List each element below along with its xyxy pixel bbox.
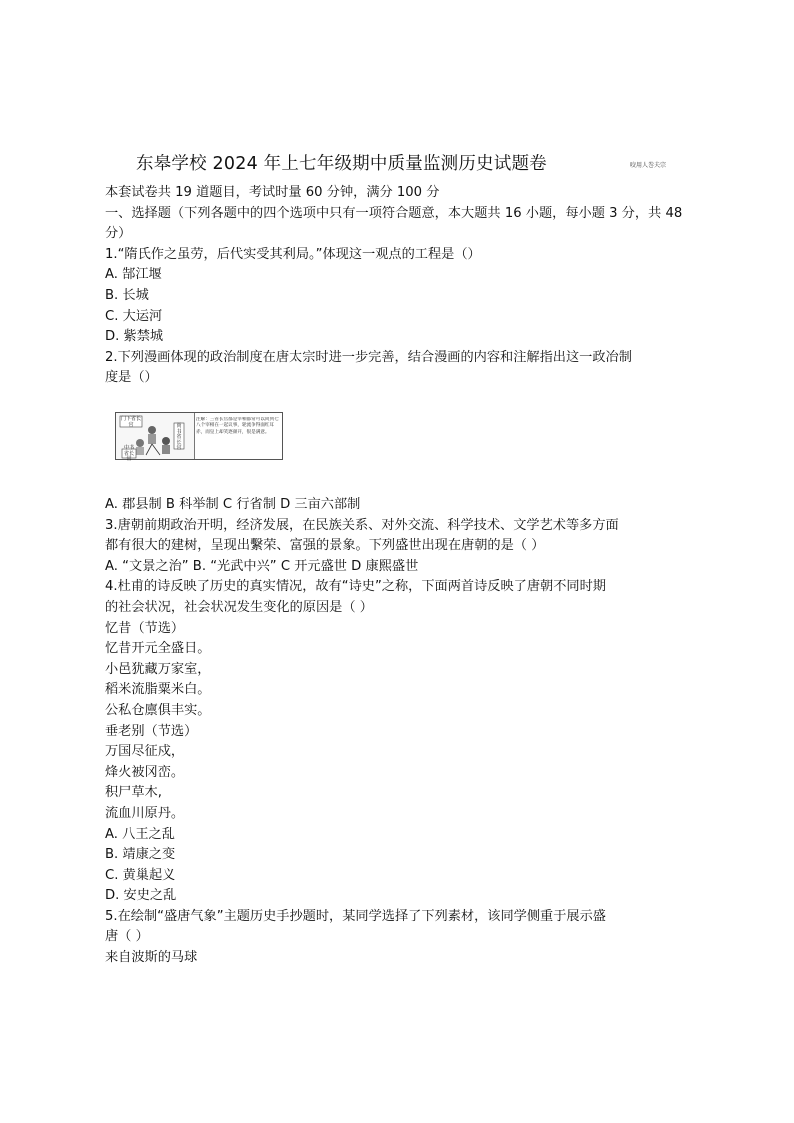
poem2-line: 积尸草木, [105, 785, 162, 801]
q4-option-d: D. 安史之乱 [105, 888, 177, 904]
title-tag: 咬用人巻夫宗 [630, 162, 667, 169]
poem2-line: 流血川原丹。 [105, 805, 185, 821]
label-shangshu: 尚书省长官 [176, 423, 182, 452]
q4-stem: 4.杜甫的诗反映了历史的真实情况，故有“诗史”之称，下面两首诗反映了唐朝不同时期 [105, 579, 606, 595]
exam-info: 本套试卷共 19 道题目，考试时量 60 分钟，满分 100 分 [105, 185, 440, 200]
poem2-title: 垂老别（节选） [105, 723, 198, 739]
q4-option-c: C. 黄巢起义 [105, 867, 176, 883]
q2-stem-cont: 度是（） [105, 370, 158, 386]
section1-heading: 一、选择题（下列各题中的四个选项中只有一项符合题意，本大题共 16 小题，每小题 3 分，共 48 [105, 205, 683, 221]
q3-options: A. “文景之治” B. “光武中兴” C 开元盛世 D 康熙盛世 [105, 558, 419, 574]
poem1-title: 忆昔（节选） [105, 620, 185, 636]
label-menxia: 门下省长官 [121, 416, 142, 428]
q1-option-a: A. 郜江堰 [105, 267, 162, 283]
q5-material: 来自波斯的马球 [105, 950, 198, 966]
poem1-line: 稻米流脂粟米白。 [105, 682, 211, 698]
label-zhongshu: 中书省长官 [123, 445, 134, 463]
poem1-line: 忆昔开元全盛日。 [105, 641, 211, 657]
cartoon-note: 注解：三省长官都是宰相都常可以同到七八个宰相在一起议事，轮流争得面红耳赤，而皇上却笑逐颜开，很是满意。 [196, 417, 279, 435]
q2-cartoon-figure [115, 412, 283, 463]
poem2-line: 万国尽征戍， [105, 744, 185, 760]
exam-body-bottom [105, 495, 725, 969]
q3-stem-cont: 都有很大的建树，呈现出繫荣、富强的景象。下列盛世出现在唐朝的是（ ） [105, 538, 545, 554]
q2-options: A. 郡县制 B 科举制 C 行省制 D 三亩六部制 [105, 497, 361, 512]
q2-stem: 2.下列漫画体现的政治制度在唐太宗时进一步完善，结合漫画的内容和注解指出这一政冶制 [105, 349, 632, 365]
q1-option-c: C. 大运河 [105, 308, 163, 324]
q4-option-a: A. 八王之乱 [105, 826, 175, 842]
q4-option-b: B. 靖康之变 [105, 847, 176, 863]
exam-body-top [105, 183, 725, 389]
cartoon-illustration [116, 413, 195, 463]
exam-title: 东皋学校 2024 年上七年级期中质量监测历史试题卷 [136, 154, 547, 174]
q4-stem-cont: 的社会状况，社会状况发生变化的原因是（ ） [105, 599, 373, 615]
q1-option-b: B. 长城 [105, 287, 149, 303]
poem1-line: 小邑犹藏万家室， [105, 661, 211, 677]
q5-stem-cont: 唐（ ） [105, 929, 149, 945]
poem2-line: 烽火被冈峦。 [105, 764, 185, 780]
q3-stem: 3.唐朝前期政治开明，经济发展，在民族关系、对外交流、科学技术、文学艺术等多方面 [105, 517, 619, 533]
q5-stem: 5.在绘制“盛唐气象”主题历史手抄题时，某同学选择了下列素材，该同学侧重于展示盛 [105, 908, 606, 924]
q1-option-d: D. 紫禁城 [105, 329, 164, 345]
poem1-line: 公私仓廪俱丰实。 [105, 702, 211, 718]
q1-stem: 1.“隋氏作之虽劳，后代实受其利局。”体现这一观点的工程是（） [105, 246, 481, 262]
section1-heading-cont: 分） [105, 226, 132, 242]
